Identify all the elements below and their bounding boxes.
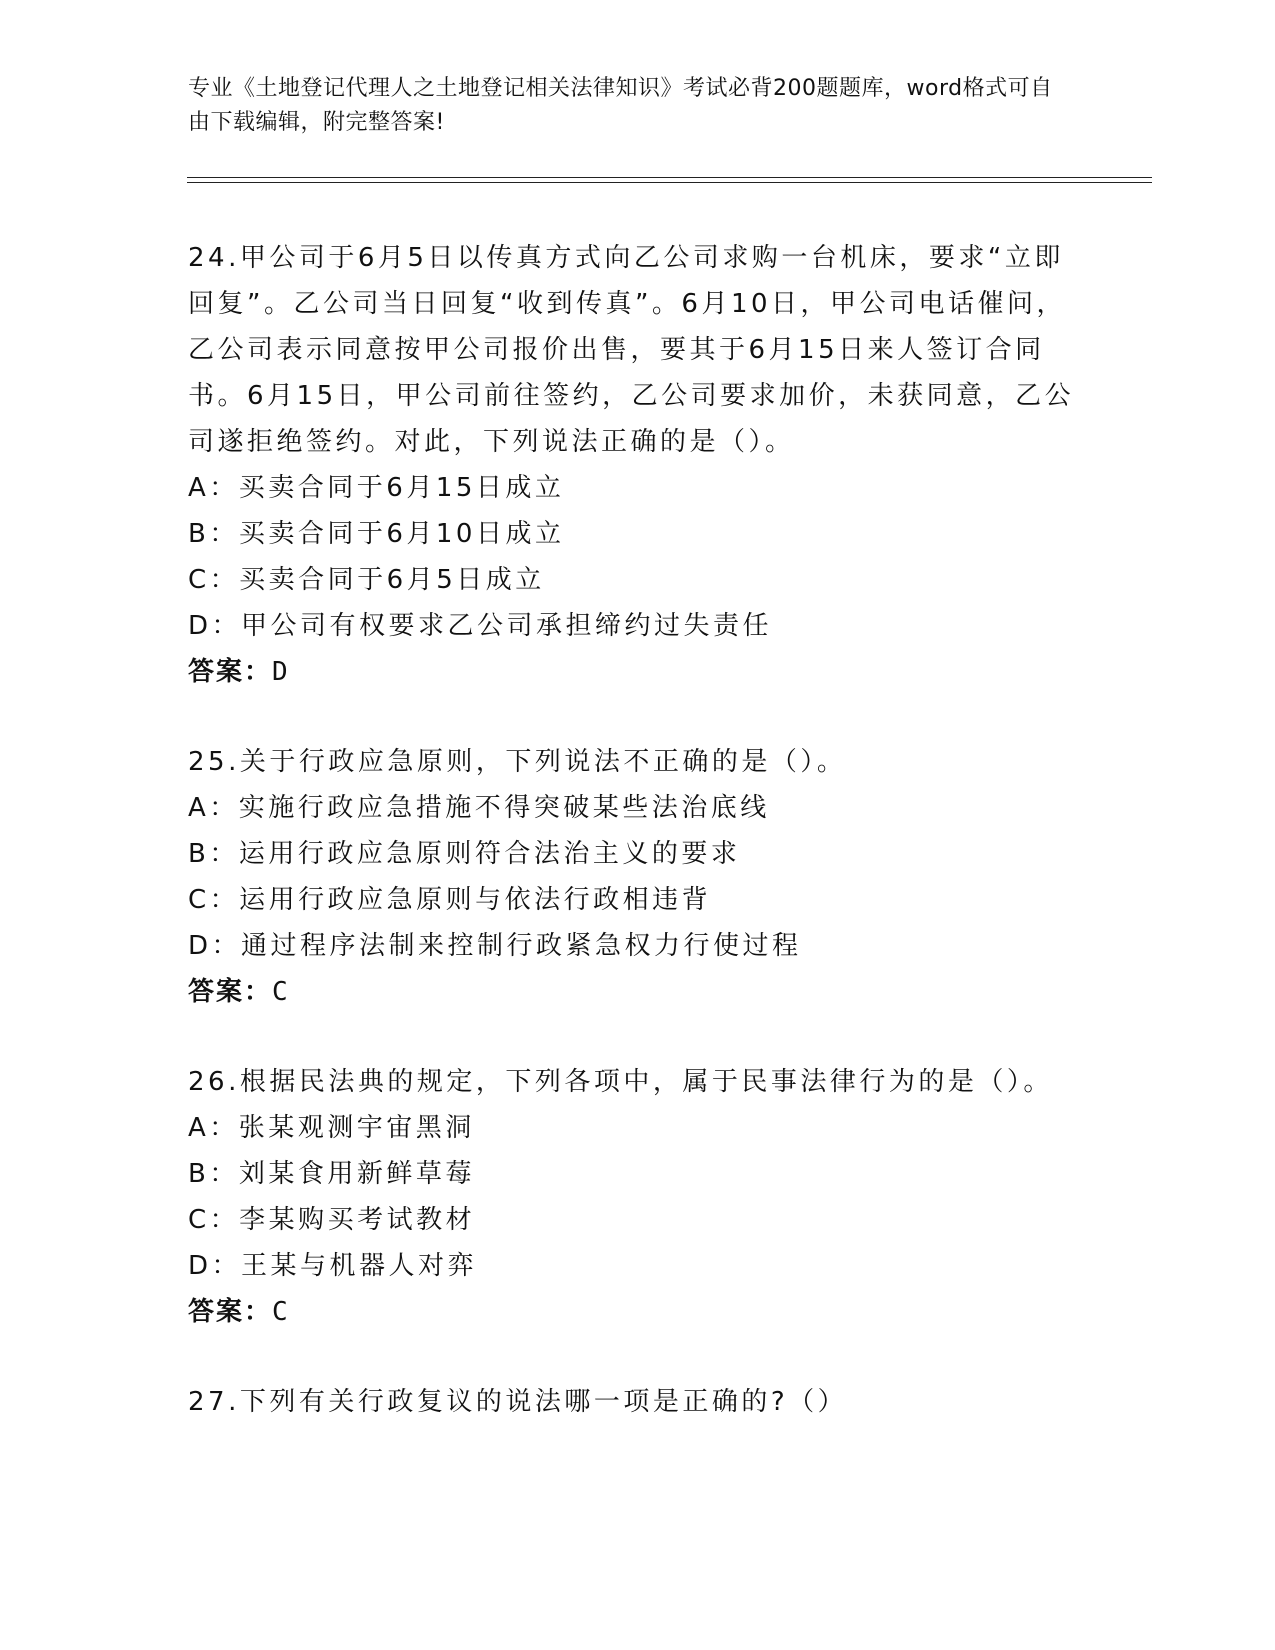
- option-b: B：运用行政应急原则符合法治主义的要求: [188, 839, 741, 869]
- question-stem: 26.根据民法典的规定，下列各项中，属于民事法律行为的是（）。: [188, 1067, 1053, 1097]
- option-c: C：运用行政应急原则与依法行政相违背: [188, 885, 712, 915]
- question-24: [188, 235, 1088, 695]
- answer-label: 答案：: [188, 1297, 273, 1327]
- header-rule-top: [187, 177, 1152, 178]
- question-27: [188, 1379, 1088, 1425]
- option-a: A：实施行政应急措施不得突破某些法治底线: [188, 793, 770, 823]
- option-b: B：刘某食用新鲜草莓: [188, 1159, 475, 1189]
- answer-value: C: [272, 977, 290, 1007]
- header-rule-bottom: [187, 182, 1152, 183]
- answer-line: [188, 1289, 1088, 1335]
- question-26: [188, 1059, 1088, 1335]
- document-header: 专业《土地登记代理人之土地登记相关法律知识》考试必背200题题库，word格式可自由下载编辑，附完整答案!: [188, 76, 1053, 135]
- question-25: [188, 739, 1088, 1015]
- answer-value: D: [272, 657, 290, 687]
- option-b: B：买卖合同于6月10日成立: [188, 519, 565, 549]
- answer-label: 答案：: [188, 657, 273, 687]
- question-list: [188, 235, 1088, 1425]
- question-gap: [188, 1335, 1088, 1379]
- option-d: D：王某与机器人对弈: [188, 1251, 478, 1281]
- answer-line: [188, 649, 1088, 695]
- answer-value: C: [272, 1297, 290, 1327]
- answer-label: 答案：: [188, 977, 273, 1007]
- option-d: D：甲公司有权要求乙公司承担缔约过失责任: [188, 611, 773, 641]
- question-stem: 27.下列有关行政复议的说法哪一项是正确的?（）: [188, 1387, 848, 1417]
- option-d: D：通过程序法制来控制行政紧急权力行使过程: [188, 931, 802, 961]
- option-a: A：张某观测宇宙黑洞: [188, 1113, 475, 1143]
- question-gap: [188, 1015, 1088, 1059]
- option-c: C：李某购买考试教材: [188, 1205, 476, 1235]
- option-c: C：买卖合同于6月5日成立: [188, 565, 545, 595]
- answer-line: [188, 969, 1088, 1015]
- option-a: A：买卖合同于6月15日成立: [188, 473, 565, 503]
- question-stem: 25.关于行政应急原则，下列说法不正确的是（）。: [188, 747, 847, 777]
- question-stem: 24.甲公司于6月5日以传真方式向乙公司求购一台机床，要求“立即回复”。乙公司当日回复“收到传真”。6月10日，甲公司电话催问，乙公司表示同意按甲公司报价出售，要其于6月15日来人签订合同书。6月15日，甲公司前往签约，乙公司要求加价，未获同意，乙公司遂拒绝签约。对此，下列说法正确的是（）。: [188, 243, 1075, 457]
- question-gap: [188, 695, 1088, 739]
